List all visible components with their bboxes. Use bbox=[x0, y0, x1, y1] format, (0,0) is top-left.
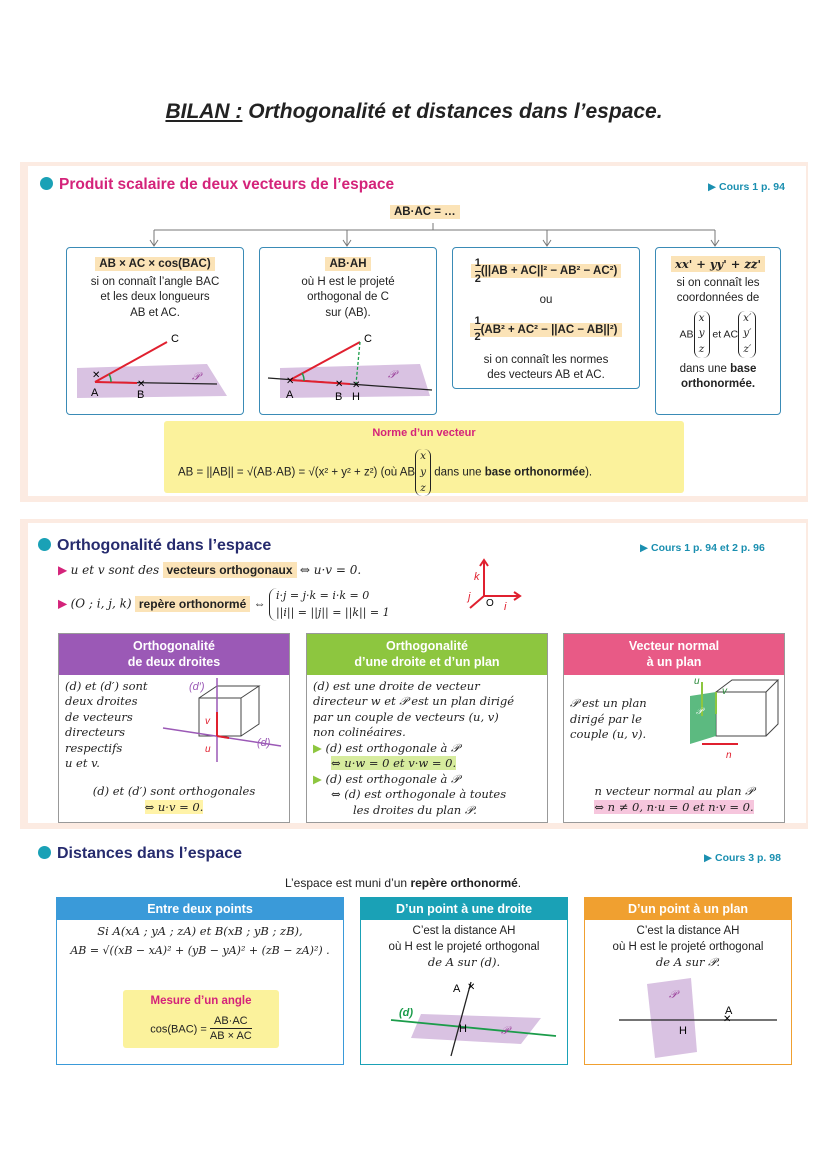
section2-cours: ▶ Cours 1 p. 94 et 2 p. 96 bbox=[640, 542, 765, 554]
svg-text:✕: ✕ bbox=[137, 379, 146, 390]
svg-text:C: C bbox=[364, 333, 372, 345]
bullet-orthogonal-vectors: ▶ u et v sont des vecteurs orthogonaux ⇔ u·v = 0. bbox=[58, 563, 362, 577]
svg-text:✕: ✕ bbox=[467, 982, 476, 993]
svg-text:✕: ✕ bbox=[335, 379, 344, 390]
angle-figure bbox=[67, 328, 243, 408]
card-point-line: D’un point à une droite C’est la distance AH où H est le projeté orthogonal de A sur (d). ✕ A H (d) 𝒫 bbox=[360, 897, 568, 1065]
svg-text:𝒫: 𝒫 bbox=[192, 371, 200, 383]
svg-text:✕: ✕ bbox=[723, 1014, 732, 1025]
normal-figure bbox=[686, 674, 782, 760]
svg-text:B: B bbox=[335, 391, 343, 403]
svg-text:𝒫: 𝒫 bbox=[388, 369, 396, 381]
svg-text:O: O bbox=[486, 598, 494, 609]
card-point-plane: D’un point à un plan C’est la distance AH où H est le projeté orthogonal de A sur 𝒫. ✕ A H 𝒫 bbox=[584, 897, 792, 1065]
scalar-box-angle: AB × AC × cos(BAC) si on connaît l’angle BAC et les deux longueurs AB et AC. ✕ ✕ A B C 𝒫 bbox=[66, 247, 244, 415]
svg-text:(d): (d) bbox=[399, 1007, 414, 1019]
section3-cours: ▶ Cours 3 p. 98 bbox=[704, 852, 781, 864]
section1-cours: ▶ Cours 1 p. 94 bbox=[708, 181, 785, 193]
bullet-orthonormal-frame: ▶ (O ; i, j, k) repère orthonormé ⇔ i·j = j·k = i·k = 0 ||i|| = ||j|| = ||k|| = 1 bbox=[58, 588, 390, 621]
svg-text:✕: ✕ bbox=[352, 380, 361, 391]
svg-text:u: u bbox=[694, 676, 700, 687]
card-two-points: Entre deux points Si A(xA ; yA ; zA) et B(xB ; yB ; zB), AB = √((xB − xA)² + (yB − yA)² + (zB − zA)²) . Mesure d’un angle cos(BAC) = $\frac{AB\cdot AC}{AB \times AC}$ bbox=[56, 897, 344, 1065]
svg-text:n: n bbox=[726, 750, 732, 760]
svg-text:H: H bbox=[459, 1023, 467, 1035]
svg-text:B: B bbox=[137, 389, 145, 401]
norm-box: Norme d’un vecteur AB = ||AB|| = √(AB·AB) = √(x² + y² + z²) (où ABx y z dans une base orthonormée). bbox=[164, 421, 684, 493]
svg-text:H: H bbox=[352, 391, 360, 403]
card-line-plane: Orthogonalité d’une droite et d’un plan (d) est une droite de vecteur directeur w et 𝒫 est un plan dirigé par un couple de vecteurs (u, v) non colinéaires. ▶ (d) est orthogonale à 𝒫 ⇔ u·w = 0 et v·w = 0. ▶ (d) est orthogonale à 𝒫 ⇔ (d) est orthogonale à toutes les droites du plan 𝒫. bbox=[306, 633, 548, 823]
section2-heading: Orthogonalité dans l’espace bbox=[38, 537, 271, 555]
root-formula: AB·AC = … bbox=[390, 205, 460, 219]
page-title: BILAN : Orthogonalité et distances dans l’espace. bbox=[165, 100, 663, 123]
svg-text:𝒫: 𝒫 bbox=[501, 1025, 509, 1037]
svg-text:A: A bbox=[453, 983, 461, 995]
scalar-box-coordinates: xx' + yy' + zz' si on connaît les coordonnées de ABx y z et ACx′ y′ z′ dans une base orthonormée. bbox=[655, 247, 781, 415]
angle-measure-box: Mesure d’un angle cos(BAC) = $\frac{AB\cdot AC}{AB \times AC}$ bbox=[123, 990, 279, 1048]
svg-text:✕: ✕ bbox=[286, 376, 295, 387]
scalar-box-norms: $\frac{1}{2}$ (||AB + AC||² − AB² − AC²) ou $\frac{1}{2}$ (AB² + AC² − ||AC − AB||²) si on connaît les normes des vecteurs AB et AC. bbox=[452, 247, 640, 389]
svg-text:u: u bbox=[205, 744, 211, 755]
svg-text:𝒫: 𝒫 bbox=[696, 706, 703, 716]
scalar-box-projection: AB·AH où H est le projeté orthogonal de C sur (AB). ✕ ✕ ✕ A B H C 𝒫 bbox=[259, 247, 437, 415]
svg-text:A: A bbox=[725, 1005, 733, 1017]
projection-figure bbox=[260, 328, 436, 408]
svg-text:A: A bbox=[286, 389, 294, 401]
card-normal-vector: Vecteur normal à un plan 𝒫 est un plan dirigé par le couple (u, v). u v 𝒫 n n vecteur normal au plan 𝒫 ⇔ n ≠ 0, n·u = 0 et n·v = 0. bbox=[563, 633, 785, 823]
point-plane-figure bbox=[605, 976, 785, 1062]
section3-intro: L’espace est muni d’un repère orthonormé. bbox=[285, 876, 522, 890]
tree-connectors bbox=[0, 0, 828, 260]
svg-text:𝒫: 𝒫 bbox=[669, 989, 677, 1001]
svg-text:✕: ✕ bbox=[92, 370, 101, 381]
svg-text:v: v bbox=[205, 716, 210, 727]
lines-figure bbox=[159, 676, 284, 766]
label-A: A bbox=[91, 387, 99, 399]
axes-figure bbox=[462, 556, 542, 616]
svg-text:(d′): (d′) bbox=[189, 681, 205, 693]
card-two-lines: Orthogonalité de deux droites (d) et (d′) sont deux droites de vecteurs directeurs respectifs u et v. (d′) (d) v u (d) et (d′) sont orthogonales ⇔ u·v = 0. bbox=[58, 633, 290, 823]
point-line-figure bbox=[381, 978, 561, 1060]
svg-text:H: H bbox=[679, 1025, 687, 1037]
svg-text:j: j bbox=[468, 591, 471, 603]
svg-text:v: v bbox=[722, 686, 727, 697]
svg-text:C: C bbox=[171, 333, 179, 345]
svg-text:i: i bbox=[504, 601, 507, 613]
svg-text:(d): (d) bbox=[257, 737, 271, 749]
svg-text:k: k bbox=[474, 571, 480, 583]
section3-heading: Distances dans l’espace bbox=[38, 845, 242, 863]
section1-heading: Produit scalaire de deux vecteurs de l’espace bbox=[40, 176, 394, 194]
